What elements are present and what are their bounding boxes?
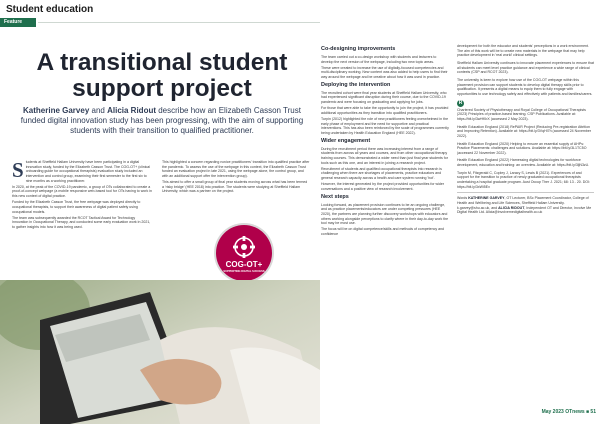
col3-paragraph: The team carried out a co-design workshop with students and lecturers to develop the next version of the webpage, including two new topic areas. [321, 55, 437, 64]
col4-paragraph: Sheffield Hallam University continues to innovate placement experiences to ensure that all students can meet level practice guidance and experience a wide range of clinical contexts (CSP and RCOT 2023). [457, 60, 594, 75]
col3-paragraph: For those that were able to take the opportunity to join the project, it has provided additional opportunities as they transition into qualified practitioners. [321, 106, 449, 115]
standfirst-author-1: Katherine Garvey [23, 106, 90, 115]
col3-paragraph: These were created to increase the use of digitally-focused competencies and multi-disciplinary working. New content was also added to help users to find their way around the webpage and be creative about how it was used in practice. [321, 65, 448, 80]
col1-paragraph: The team was subsequently awarded the RCOT Tactical Award for Technology Innovation in Occupational Therapy, and conducted some early evaluation work in 2021, to gather insights into how it was being used. [12, 215, 151, 230]
column-4 [457, 44, 594, 406]
tablet-photo [0, 280, 320, 424]
logo-tagline: SUPPORTING DIGITAL SUCCESS [223, 270, 265, 273]
bio-label: Words [457, 196, 468, 201]
col4-paragraph: development for both the educator and students' perceptions in a work environment. The aim of this work will be to create new materials in the webpage that may help practice development in 'real world' clinical settings. [457, 44, 589, 58]
col1-paragraph: tudents at Sheffield Hallam University have been participating in a digital innovation study, funded by the Elizabeth Casson Trust. The COG-OT+ (clinical onboarding guide for occupational therapists) evaluation study included an intervention and control group, examining their first semester to the first six to nine months as a working practitioner. [25, 160, 151, 183]
standfirst-text: describe how an Elizabeth Casson Trust funded digital innovation study has been progressing, with the aim of supporting students with their transition to qualified practitioner. [20, 106, 304, 135]
bio-text-2: , Independent OT and Director, Involve Me Digital Health Ltd. Alicia@involvemedigitalhealth.co.uk [457, 205, 592, 215]
author-bio [457, 192, 594, 215]
col3-paragraph: Recruitment of students and qualified occupational therapists into research is challenging when there are shortages of placements, practice educators and general research capacity across a health and care system running 'hot'. [321, 166, 442, 181]
reference-item: Chartered Society of Physiotherapy and Royal College of Occupational Therapists (2023) Principles of practice-based learning. CSP Publications. Available at: https://bit.ly/3wHKbX (accessed 2 May 2023). [457, 107, 586, 121]
heading-co-designing: Co-designing improvements [321, 46, 396, 52]
bio-text-1: , OT Lecturer, BSc Placement Coordinator, College of Health and Wellbeing and Life Sciences, Sheffield Hallam University. k.garvey@shu.ac.uk, [457, 196, 589, 210]
section-title: Student education [6, 4, 94, 15]
references-marker: R [458, 99, 463, 106]
column-2 [162, 160, 310, 224]
reference-item: Health Education England (2018) RePAIR Project (Reducing Pre-registration Attrition and Improving Retention). Available at: https://bit.ly/3VqHI7h (accessed 24 November 2022). [457, 124, 592, 138]
standfirst [14, 106, 310, 136]
reference-item: Health Education England (2022) Harnessing digital technologies for workforce development, education and training: an overview. Available at: https://bit.ly/3ljN3zU. [457, 158, 590, 168]
col2-paragraph: This highlighted a concern regarding novice practitioners' transition into qualified practice after the pandemic. To assess the use of the webpage in this context, the Elizabeth Casson Trust funded an evaluation project in late 2021, using the webpage alone, the control group, and with an additional support offer the intervention group). [162, 160, 310, 178]
heading-wider-engagement: Wider engagement [321, 137, 371, 144]
bio-name-2: ALICIA RIDOUT [498, 205, 525, 210]
col2-paragraph: This aimed to offer a small group of final year students moving across what has been termed a 'risky bridge' (HEE 2018) into practice. The students were studying at Sheffield Hallam University, which was a partner on the project. [162, 180, 308, 194]
col4-paragraph: The university is keen to explore how use of the COG-OT webpage within this placement provision can support students to develop digital therapy skills prior to qualification. It presents a digital means to equip them to fully engage with opportunities to use technology safely and effectively with patients and families/carers. [457, 77, 593, 96]
col3-paragraph: During the recruitment period there was increasing interest from a range of students from across all years and courses, and from other occupational therapy training courses. This demonstrated a wider need than just final year students for tools such as this one, and an interest in joining a research project. [321, 146, 448, 165]
bio-name-1: KATHERINE GARVEY [468, 196, 505, 201]
col1-paragraph: In 2020, at the peak of the COVID-19 pandemic, a group of OTs collaborated to create a proof-of-concept webpage (a mobile responsive web-based tool for OTs having to work in this new context of digital practice. [12, 184, 152, 199]
standfirst-and: and [91, 106, 105, 115]
reference-item: Turpin M, Fitzgerald C, Copley J, Laracy S, Lewis B (2021). Experiences of and support for the transition to practice of newly graduated occupational therapists undertaking a hospital graduate program. Aust Occup Ther J. 2021; 68: 13 - 20. DOI: https://bit.ly/3xWi5Ex [457, 170, 591, 189]
col3-paragraph: Turpin (2012) highlighted the role of new practitioners feeling overwhelmed in the early phase of employment and the need for supportive and practical interventions. This has also been reinforced by the scale of programmes currently being undertaken by Health Education England (HEE 2022). [321, 117, 449, 136]
col3-paragraph: However, the interest generated by the project provided opportunities for wider conversations and a positive view of research involvement. [321, 182, 445, 191]
col1-paragraph: Funded by the Elizabeth Casson Trust, the free webpage was deployed directly to occupational therapists, to support their awareness of digital patient safety using occupational models. [12, 200, 141, 214]
header-rule [38, 22, 320, 23]
reference-item: Health Education England (2020) Helping to ensure an essential supply of AHPs: Practice Placements: challenges and solutions. Available at: https://bit.ly/3L1TC5O (accessed 22 November 2022). [457, 141, 587, 155]
photo-illustration [0, 280, 320, 424]
drop-cap: S [12, 160, 24, 182]
standfirst-author-2: Alicia Ridout [107, 106, 156, 115]
column-3 [321, 44, 449, 416]
article-title: A transitional student support project [36, 49, 288, 102]
col3-paragraph: The recruited cohort were final year students at Sheffield Hallam University, who had experienced significant disruption during their course, due to the COVID-19 pandemic and were focusing on graduating and applying for jobs. [321, 90, 447, 105]
page-footer: May 2023 OTnews ■ 51 [541, 409, 596, 415]
col3-paragraph: Looking forward, as placement provision continues to be an ongoing challenge, and as practice placements/educators are under competing pressures (HEE 2020), the partners are planning further discovery workshops with educators and others working alongside perceptions to clarify where in their day-to-day work the tool may be most use. [321, 202, 449, 226]
feature-badge: Feature [0, 18, 36, 27]
col3-paragraph: The focus will be on digital competence/skills and methods of competency and confidence [321, 227, 445, 237]
bio-and: and [491, 205, 498, 210]
logo-wordmark: COG-OT+ [225, 260, 263, 269]
heading-deploying: Deploying the intervention [321, 81, 391, 88]
column-1 [12, 160, 152, 266]
heading-next-steps: Next steps [321, 193, 349, 200]
cog-ot-logo [216, 225, 272, 281]
